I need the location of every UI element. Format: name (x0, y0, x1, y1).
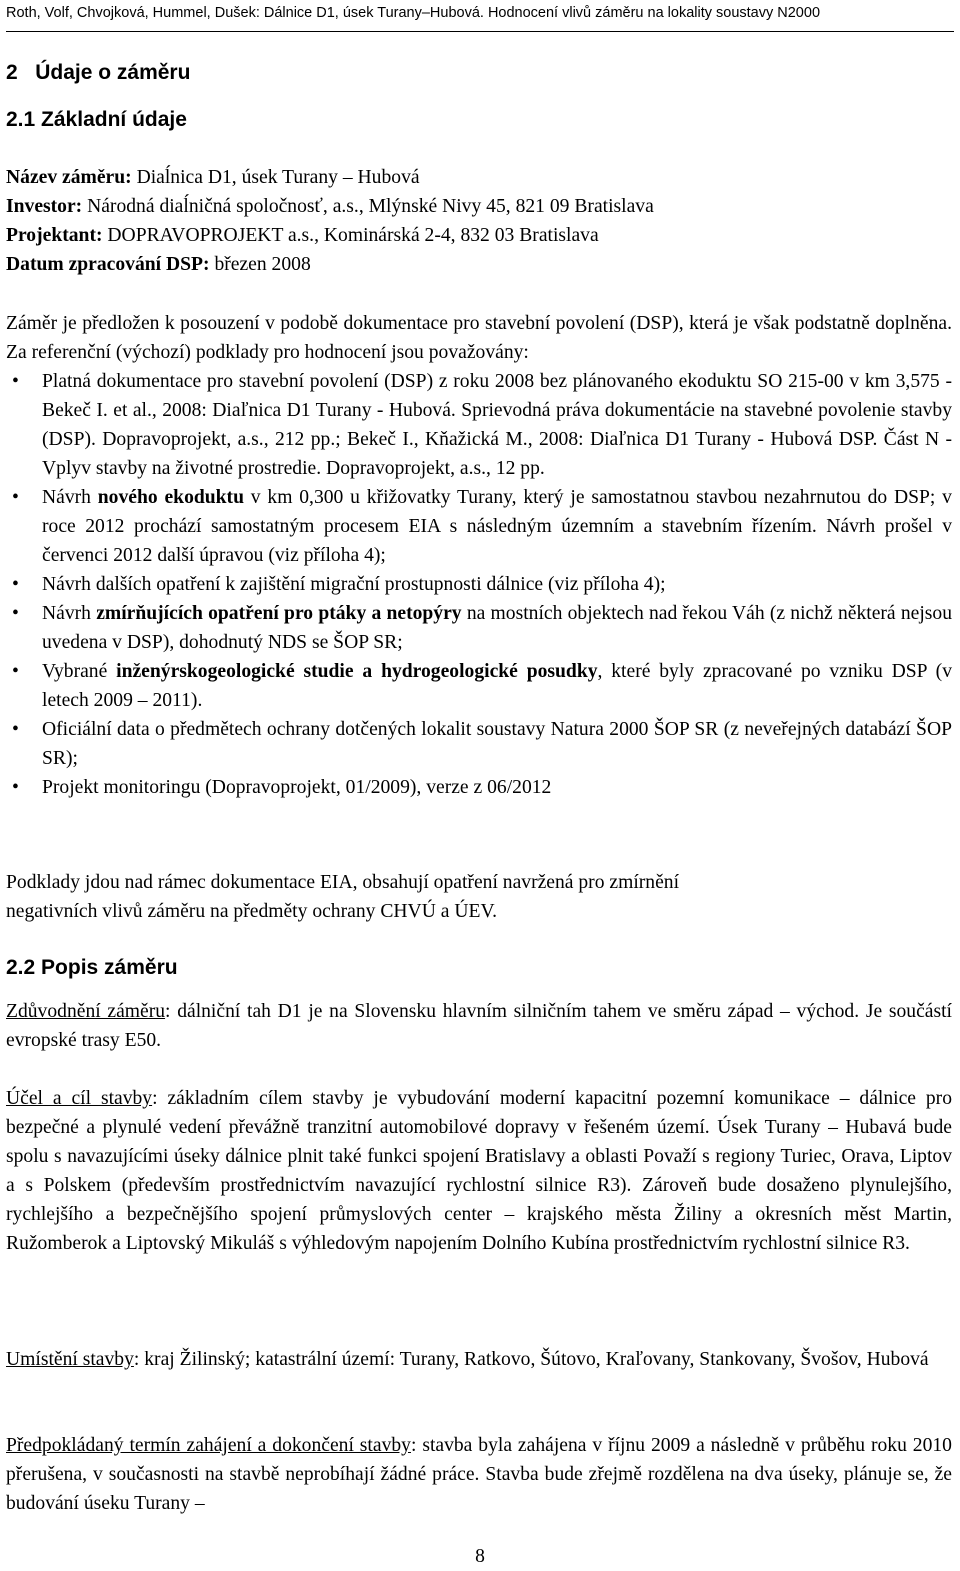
subsection-number: 2.1 (6, 108, 36, 131)
list-item (6, 773, 952, 802)
purpose-label: Účel a cíl stavby (6, 1088, 153, 1109)
designer-value: DOPRAVOPROJEKT a.s., Kominárská 2-4, 832 03 Bratislava (102, 225, 599, 246)
bullet-icon: • (12, 574, 19, 595)
project-name-value: Diaĺnica D1, úsek Turany – Hubová (131, 167, 420, 188)
list-item-text: Platná dokumentace pro stavební povolení (DSP) z roku 2008 bez plánovaného ekoduktu SO 215-00 v km 3,575 - Bekeč I. et al., 2008: Diaľnica D1 Turany - Hubová. Sprievodná práva dokumentácie na stavebné povolenie stavby (DSP). Dopravoprojekt, a.s., 212 pp.; Bekeč I., Kňažická M., 2008: Diaľnica D1 Turany - Hubová DSP. Část N - Vplyv stavby na životné prostredie. Dopravoprojekt, a.s., 12 pp. (42, 371, 952, 479)
date-value: březen 2008 (209, 254, 311, 275)
list-item-text: , které byly zpracované po vzniku DSP (v letech 2009 – 2011). (42, 661, 952, 711)
subsection-heading-description (6, 953, 178, 983)
bullet-icon: • (12, 487, 19, 508)
list-item-text: v km 0,300 u křižovatky Turany, který je samostatnou stavbou nezahrnutou do DSP; v roce 2012 prochází samostatným procesem EIA s následným územním a stavebním řízením. Návrh prošel v červenci 2012 další úpravou (viz příloha 4); (42, 487, 952, 566)
justification-label: Zdůvodnění záměru (6, 1001, 166, 1022)
list-item-emphasis: zmírňujících opatření pro ptáky a netopýry (96, 603, 462, 624)
purpose-paragraph (6, 1084, 952, 1258)
list-item-text: Návrh (42, 603, 97, 624)
page-number: 8 (475, 1546, 485, 1567)
closing-line-2: negativních vlivů záměru na předměty ochrany CHVÚ a ÚEV. (6, 901, 497, 922)
location-text: : kraj Žilinský; katastrální území: Turany, Ratkovo, Šútovo, Kraľovany, Stankovany, Švošov, Hubová (133, 1349, 929, 1370)
running-header: Roth, Volf, Chvojková, Hummel, Dušek: Dálnice D1, úsek Turany–Hubová. Hodnocení vlivů záměru na lokality soustavy N2000 (6, 5, 821, 21)
list-item (6, 570, 952, 599)
header-rule (6, 31, 954, 32)
section-number: 2 (6, 61, 18, 84)
list-item (6, 715, 952, 773)
bullet-icon: • (12, 777, 19, 798)
section-heading (6, 58, 190, 88)
list-item-emphasis: nového ekoduktu (97, 487, 244, 508)
reference-sources-list (6, 367, 952, 802)
list-item (6, 483, 952, 570)
list-item-text: Oficiální data o předmětech ochrany dotčených lokalit soustavy Natura 2000 ŠOP SR (z neveřejných databází ŠOP SR); (42, 719, 952, 769)
subsection-heading-basic (6, 105, 187, 135)
bullet-icon: • (12, 719, 19, 740)
date-line (6, 250, 311, 279)
list-item-emphasis: inženýrskogeologické studie a hydrogeologické posudky (116, 661, 598, 682)
designer-label: Projektant: (6, 225, 103, 246)
section-title: Údaje o záměru (35, 61, 191, 84)
closing-line-1: Podklady jdou nad rámec dokumentace EIA, obsahují opatření navržená pro zmírnění (6, 872, 680, 893)
bullet-icon: • (12, 661, 19, 682)
location-label: Umístění stavby (6, 1349, 134, 1370)
subsection-title: Základní údaje (41, 108, 187, 131)
bullet-icon: • (12, 371, 19, 392)
designer-line (6, 221, 599, 250)
list-item (6, 599, 952, 657)
date-label: Datum zpracování DSP: (6, 254, 210, 275)
investor-line (6, 192, 654, 221)
project-name-label: Název záměru: (6, 167, 132, 188)
list-item-text: Návrh dalších opatření k zajištění migrační prostupnosti dálnice (viz příloha 4); (42, 574, 666, 595)
schedule-label: Předpokládaný termín zahájení a dokončení stavby (6, 1435, 411, 1456)
investor-value: Národná diaĺničná spoločnosť, a.s., Mlýnské Nivy 45, 821 09 Bratislava (82, 196, 654, 217)
list-item (6, 657, 952, 715)
subsection-title: Popis záměru (41, 956, 178, 979)
location-paragraph (6, 1345, 952, 1374)
list-item-text: Projekt monitoringu (Dopravoprojekt, 01/2009), verze z 06/2012 (42, 777, 552, 798)
list-item (6, 367, 952, 483)
project-name-line (6, 163, 420, 192)
justification-paragraph (6, 997, 952, 1055)
investor-label: Investor: (6, 196, 83, 217)
purpose-text: : základním cílem stavby je vybudování moderní kapacitní pozemní komunikace – dálnice pro bezpečné a plynulé vedení převážně tranzitní automobilové dopravy v řešeném území. Úsek Turany – Hubavá bude spolu s navazujícími úseky dálnice plnit také funkci spojení Bratislavy a oblasti Považí s regiony Turiec, Orava, Liptov a s Polskem (především prostřednictvím navazující rychlostní silnice R3). Zároveň bude dosaženo plynulejšího, rychlejšího a bezpečnějšího spojení průmyslových center – krajského města Žiliny a okresních měst Martin, Ružomberok a Liptovský Mikuláš s výhledovým napojením Dolního Kubína prostřednictvím rychlostní silnice R3. (6, 1088, 952, 1254)
bullet-icon: • (12, 603, 19, 624)
justification-text: : dálniční tah D1 je na Slovensku hlavním silničním tahem ve směru západ – východ. Je součástí evropské trasy E50. (6, 1001, 952, 1051)
subsection-number: 2.2 (6, 956, 36, 979)
intro-paragraph: Záměr je předložen k posouzení v podobě dokumentace pro stavební povolení (DSP), která je však podstatně doplněna. Za referenční (výchozí) podklady pro hodnocení jsou považovány: (6, 313, 952, 363)
list-item-text: na mostních objektech nad řekou Váh (z nichž některá nejsou uvedena v DSP), dohodnutý NDS se ŠOP SR; (42, 603, 953, 653)
schedule-paragraph (6, 1431, 952, 1518)
list-item-text: Vybrané (42, 661, 117, 682)
schedule-text: : stavba byla zahájena v říjnu 2009 a následně v průběhu roku 2010 přerušena, v současnosti na stavbě neprobíhají žádné práce. Stavba bude zřejmě rozdělena na dva úseky, plánuje se, že budování úseku Turany – (6, 1435, 952, 1514)
list-item-text: Návrh (42, 487, 98, 508)
